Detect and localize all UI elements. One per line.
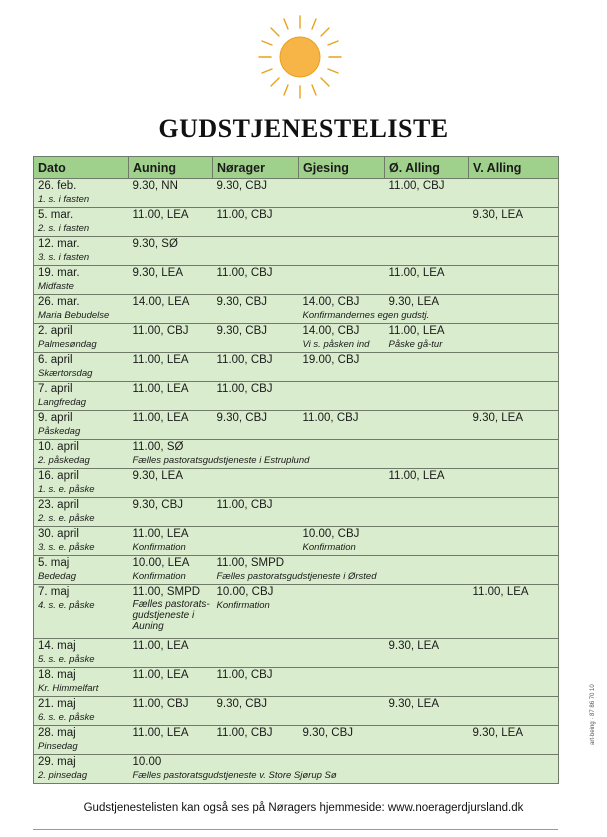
gjesing-cell <box>299 266 385 295</box>
day-name: Skærtorsdag <box>38 368 93 379</box>
table-row <box>34 440 559 469</box>
oalling-cell <box>385 237 469 266</box>
date-cell <box>34 527 129 556</box>
date-cell <box>34 440 129 469</box>
service-note: Påske gå-tur <box>388 339 443 350</box>
date-cell <box>34 726 129 755</box>
table-row <box>34 295 559 324</box>
gjesing-cell <box>299 639 385 668</box>
table-header-row <box>34 157 559 179</box>
table-row <box>34 585 559 639</box>
date-cell <box>34 697 129 726</box>
auning-cell <box>129 353 213 382</box>
gjesing-cell <box>299 353 385 382</box>
service-time: 11.00, CBJ <box>132 325 189 337</box>
valling-cell <box>469 237 559 266</box>
service-note: Konfirmation <box>302 542 356 553</box>
gjesing-cell <box>299 208 385 237</box>
service-time: 11.00, LEA <box>132 412 189 424</box>
service-time: 9.30, CBJ <box>302 727 353 739</box>
oalling-cell <box>385 668 469 697</box>
service-note: Konfirmation <box>132 542 186 553</box>
table-row <box>34 726 559 755</box>
service-time: 11.00, LEA <box>132 669 189 681</box>
service-time: 11.00, LEA <box>388 325 445 337</box>
date-label: 29. maj <box>38 756 76 768</box>
date-label: 6. april <box>38 354 73 366</box>
date-label: 23. april <box>38 499 79 511</box>
date-label: 5. mar. <box>38 209 74 221</box>
gjesing-cell <box>299 440 385 469</box>
service-time: 10.00, CBJ <box>216 586 274 598</box>
service-table <box>33 156 559 784</box>
oalling-cell <box>385 469 469 498</box>
column-header-auning: Auning <box>129 157 213 179</box>
service-note: Konfirmandernes egen gudstj. <box>302 310 430 321</box>
oalling-cell <box>385 726 469 755</box>
auning-cell <box>129 668 213 697</box>
valling-cell <box>469 208 559 237</box>
service-time: 9.30, CBJ <box>216 412 267 424</box>
day-name: Kr. Himmelfart <box>38 683 99 694</box>
service-time: 9.30, LEA <box>132 267 184 279</box>
oalling-cell <box>385 585 469 639</box>
gjesing-cell <box>299 498 385 527</box>
service-time: 11.00, LEA <box>132 354 189 366</box>
auning-cell <box>129 755 337 784</box>
date-label: 28. maj <box>38 727 76 739</box>
day-name: 2. s. i fasten <box>38 223 90 234</box>
date-label: 19. mar. <box>38 267 80 279</box>
gjesing-cell <box>299 324 385 353</box>
page-title: GUDSTJENESTELISTE <box>158 114 449 143</box>
service-time: 10.00 <box>132 756 162 768</box>
service-time: 11.00, LEA <box>132 727 189 739</box>
table-row <box>34 755 559 784</box>
auning-cell <box>129 697 213 726</box>
norager-cell <box>213 556 377 585</box>
service-time: 11.00, LEA <box>132 528 189 540</box>
day-name: 2. påskedag <box>38 455 90 466</box>
valling-cell <box>469 353 559 382</box>
auning-cell <box>129 469 213 498</box>
column-header-gjesing: Gjesing <box>299 157 385 179</box>
oalling-cell <box>385 382 469 411</box>
norager-cell <box>213 266 299 295</box>
date-label: 18. maj <box>38 669 76 681</box>
oalling-cell <box>385 179 469 208</box>
gjesing-cell <box>299 697 385 726</box>
service-time: 11.00, LEA <box>472 586 529 598</box>
service-time: 10.00, LEA <box>132 557 190 569</box>
side-code: art·being · 87 86 70 10 <box>590 684 596 745</box>
valling-cell <box>469 527 559 556</box>
auning-cell <box>129 527 213 556</box>
date-cell <box>34 498 129 527</box>
oalling-cell <box>385 353 469 382</box>
table-row <box>34 697 559 726</box>
gjesing-cell <box>299 755 385 784</box>
gjesing-cell <box>299 411 385 440</box>
column-header-valling: V. Alling <box>469 157 559 179</box>
table-row <box>34 353 559 382</box>
service-time: 11.00, SØ <box>132 441 184 453</box>
valling-cell <box>469 469 559 498</box>
gjesing-cell <box>299 382 385 411</box>
date-label: 5. maj <box>38 557 70 569</box>
valling-cell <box>469 295 559 324</box>
service-time: 11.00, LEA <box>388 470 445 482</box>
valling-cell <box>469 179 559 208</box>
day-name: 2. s. e. påske <box>38 513 95 524</box>
service-time: 9.30, LEA <box>132 470 184 482</box>
service-time: 11.00, CBJ <box>216 383 273 395</box>
table-row <box>34 237 559 266</box>
date-label: 16. april <box>38 470 79 482</box>
date-label: 7. maj <box>38 586 70 598</box>
gjesing-cell <box>299 585 385 639</box>
table-row <box>34 469 559 498</box>
day-name: Bededag <box>38 571 77 582</box>
table-row <box>34 382 559 411</box>
norager-cell <box>213 411 299 440</box>
valling-cell <box>469 639 559 668</box>
service-time: 11.00, CBJ <box>216 209 273 221</box>
auning-cell <box>129 237 213 266</box>
date-cell <box>34 556 129 585</box>
date-label: 26. mar. <box>38 296 80 308</box>
day-name: 6. s. e. påske <box>38 712 95 723</box>
service-time: 9.30, LEA <box>388 640 440 652</box>
day-name: 3. s. e. påske <box>38 542 95 553</box>
norager-cell <box>213 179 299 208</box>
service-time: 9.30, LEA <box>472 412 524 424</box>
date-label: 14. maj <box>38 640 76 652</box>
column-header-norager: Nørager <box>213 157 299 179</box>
date-cell <box>34 353 129 382</box>
service-note: Fælles pastoratsgudstjeneste v. Store Sjørup Sø <box>132 770 337 781</box>
gjesing-cell <box>299 726 385 755</box>
date-label: 9. april <box>38 412 73 424</box>
valling-cell <box>469 755 559 784</box>
valling-cell <box>469 556 559 585</box>
day-name: Midfaste <box>38 281 74 292</box>
service-time: 9.30, CBJ <box>216 180 267 192</box>
service-time: 14.00, CBJ <box>302 325 360 337</box>
service-time: 11.00, LEA <box>132 383 189 395</box>
norager-cell <box>213 295 299 324</box>
service-note: Konfirmation <box>216 600 270 611</box>
date-cell <box>34 266 129 295</box>
table-row <box>34 324 559 353</box>
day-name: 1. s. i fasten <box>38 194 90 205</box>
date-cell <box>34 382 129 411</box>
valling-cell <box>469 440 559 469</box>
date-label: 12. mar. <box>38 238 80 250</box>
service-note: Fælles pastorats-gudstjeneste i Auning <box>132 599 210 632</box>
service-time: 9.30, NN <box>132 180 178 192</box>
service-note: Vi s. påsken ind <box>302 339 370 350</box>
auning-cell <box>129 295 213 324</box>
service-time: 11.00, CBJ <box>388 180 445 192</box>
date-cell <box>34 324 129 353</box>
auning-cell <box>129 179 213 208</box>
service-time: 9.30, SØ <box>132 238 178 250</box>
oalling-cell <box>385 697 469 726</box>
date-cell <box>34 237 129 266</box>
gjesing-cell <box>299 668 385 697</box>
service-time: 11.00, LEA <box>388 267 445 279</box>
auning-cell <box>129 411 213 440</box>
table-row <box>34 179 559 208</box>
oalling-cell <box>385 266 469 295</box>
norager-cell <box>213 382 299 411</box>
valling-cell <box>469 266 559 295</box>
norager-cell <box>213 469 299 498</box>
service-time: 9.30, LEA <box>388 296 440 308</box>
valling-cell <box>469 411 559 440</box>
service-time: 11.00, CBJ <box>216 267 273 279</box>
norager-cell <box>213 324 299 353</box>
day-name: Palmesøndag <box>38 339 97 350</box>
service-time: 11.00, CBJ <box>216 727 273 739</box>
gjesing-cell <box>299 556 385 585</box>
day-name: 5. s. e. påske <box>38 654 95 665</box>
service-note: Konfirmation <box>132 571 186 582</box>
day-name: Maria Bebudelse <box>38 310 110 321</box>
oalling-cell <box>385 295 469 324</box>
oalling-cell <box>385 208 469 237</box>
day-name: Påskedag <box>38 426 81 437</box>
footer-divider <box>33 829 558 830</box>
service-time: 9.30, LEA <box>472 727 524 739</box>
norager-cell <box>213 498 299 527</box>
service-time: 11.00, LEA <box>132 209 189 221</box>
valling-cell <box>469 382 559 411</box>
footer-text: Gudstjenestelisten kan også ses på Nøragers hjemmeside: www.noeragerdjursland.dk <box>83 802 524 814</box>
date-cell <box>34 179 129 208</box>
day-name: 1. s. e. påske <box>38 484 95 495</box>
gjesing-cell <box>299 469 385 498</box>
date-cell <box>34 469 129 498</box>
auning-cell <box>129 585 213 639</box>
service-time: 11.00, CBJ <box>302 412 359 424</box>
gjesing-cell <box>299 237 385 266</box>
norager-cell <box>213 208 299 237</box>
table-row <box>34 556 559 585</box>
auning-cell <box>129 266 213 295</box>
date-cell <box>34 668 129 697</box>
table-row <box>34 527 559 556</box>
service-note: Fælles pastoratsgudstjeneste i Ørsted <box>216 571 377 582</box>
table-row <box>34 639 559 668</box>
date-label: 26. feb. <box>38 180 77 192</box>
service-time: 9.30, CBJ <box>216 698 267 710</box>
date-label: 30. april <box>38 528 79 540</box>
day-name: 2. pinsedag <box>38 770 88 781</box>
norager-cell <box>213 237 299 266</box>
service-time: 14.00, CBJ <box>302 296 360 308</box>
auning-cell <box>129 208 213 237</box>
service-time: 11.00, SMPD <box>132 586 201 598</box>
service-time: 14.00, LEA <box>132 296 190 308</box>
service-time: 11.00, SMPD <box>216 557 285 569</box>
column-header-dato: Dato <box>34 157 129 179</box>
oalling-cell <box>385 755 469 784</box>
service-note: Fælles pastoratsgudstjeneste i Estruplund <box>132 455 310 466</box>
valling-cell <box>469 668 559 697</box>
norager-cell <box>213 527 299 556</box>
day-name: 3. s. i fasten <box>38 252 90 263</box>
oalling-cell <box>385 440 469 469</box>
date-label: 7. april <box>38 383 73 395</box>
oalling-cell <box>385 324 469 353</box>
auning-cell <box>129 440 310 469</box>
auning-cell <box>129 382 213 411</box>
norager-cell <box>213 726 299 755</box>
service-time: 19.00, CBJ <box>302 354 360 366</box>
valling-cell <box>469 585 559 639</box>
day-name: Pinsedag <box>38 741 78 752</box>
norager-cell <box>213 585 299 639</box>
norager-cell <box>213 755 299 784</box>
valling-cell <box>469 697 559 726</box>
valling-cell <box>469 726 559 755</box>
service-time: 9.30, CBJ <box>216 296 267 308</box>
oalling-cell <box>385 498 469 527</box>
auning-cell <box>129 639 213 668</box>
service-time: 9.30, LEA <box>472 209 524 221</box>
norager-cell <box>213 668 299 697</box>
day-name: Langfredag <box>38 397 87 408</box>
sun-icon <box>257 14 343 100</box>
table-row <box>34 668 559 697</box>
valling-cell <box>469 324 559 353</box>
gjesing-cell <box>299 527 385 556</box>
service-time: 9.30, CBJ <box>216 325 267 337</box>
norager-cell <box>213 639 299 668</box>
column-header-oalling: Ø. Alling <box>385 157 469 179</box>
day-name: 4. s. e. påske <box>38 600 95 611</box>
service-time: 9.30, CBJ <box>132 499 183 511</box>
auning-cell <box>129 324 213 353</box>
service-time: 9.30, LEA <box>388 698 440 710</box>
service-time: 11.00, CBJ <box>216 669 273 681</box>
oalling-cell <box>385 639 469 668</box>
date-cell <box>34 208 129 237</box>
auning-cell <box>129 498 213 527</box>
oalling-cell <box>385 527 469 556</box>
table-row <box>34 266 559 295</box>
gjesing-cell <box>299 179 385 208</box>
service-time: 11.00, CBJ <box>216 499 273 511</box>
date-cell <box>34 295 129 324</box>
norager-cell <box>213 440 299 469</box>
date-cell <box>34 639 129 668</box>
service-time: 10.00, CBJ <box>302 528 360 540</box>
valling-cell <box>469 498 559 527</box>
table-row <box>34 208 559 237</box>
service-time: 11.00, CBJ <box>216 354 273 366</box>
auning-cell <box>129 556 213 585</box>
date-cell <box>34 411 129 440</box>
service-time: 11.00, CBJ <box>132 698 189 710</box>
oalling-cell <box>385 556 469 585</box>
date-label: 10. april <box>38 441 79 453</box>
date-cell <box>34 755 129 784</box>
table-row <box>34 498 559 527</box>
norager-cell <box>213 353 299 382</box>
table-row <box>34 411 559 440</box>
date-label: 21. maj <box>38 698 76 710</box>
date-label: 2. april <box>38 325 73 337</box>
date-cell <box>34 585 129 639</box>
service-time: 11.00, LEA <box>132 640 189 652</box>
auning-cell <box>129 726 213 755</box>
oalling-cell <box>385 411 469 440</box>
norager-cell <box>213 697 299 726</box>
